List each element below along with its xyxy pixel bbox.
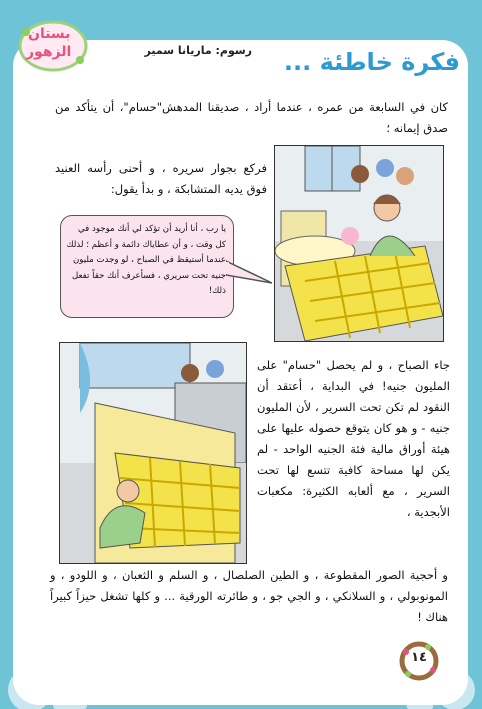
paragraph-toys: و أحجية الصور المقطوعة ، و الطين الصلصال ، و السلم و الثعبان ، و اللودو ، و المونوبولي ، و السلانكي ، و الجي جو ، و طائرته الورقية ... و كلها تشغل حيزاً كبيراً هناك ! bbox=[50, 568, 448, 624]
illustration-boy-praying bbox=[274, 145, 444, 342]
paragraph-morning: جاء الصباح ، و لم يحصل "حسام" على المليون جنيه! في البداية ، أعتقد أن النقود لم تكن تحت السرير ، لأن المليون جنيه - و هو كان يتوقع حصوله عليها على هيئة أوراق مالية فئة الجنيه الواحد - لم يكن لها مساحة كافية تتسع لها تحت السرير ، مع ألعابه الكثيرة: مكعبات الأبجدية ، bbox=[257, 358, 450, 519]
page-number: ١٤ bbox=[411, 650, 427, 665]
paragraph-intro: كان في السابعة من عمره ، عندما أراد ، صديقنا المدهش"حسام"، أن يتأكد من صدق إيمانه ؛ bbox=[55, 100, 448, 135]
logo-text-bottom: الزهور bbox=[26, 44, 72, 60]
speech-bubble-text: يا رب ، أنا أريد أن تؤكد لي أنك موجود في كل وقت ، و أن عطاياك دائمة و أعظم ؛ لذلك عندما أستيقظ في الصباح ، لو وجدت مليون جنيه تحت سريري ، فسأعرف أنك حقاً تفعل ذلك! bbox=[66, 224, 226, 296]
illustration-bed-toys bbox=[59, 342, 247, 564]
illustration-credit: رسوم: ماريانا سمير bbox=[144, 44, 252, 57]
speech-bubble-tail bbox=[226, 253, 274, 287]
story-title: فكرة خاطئة ... bbox=[283, 48, 460, 76]
logo-text-top: بستان bbox=[28, 26, 71, 42]
paragraph-kneel: فركع بجوار سريره ، و أحنى رأسه العنيد فوق يديه المتشابكة ، و بدأ يقول: bbox=[55, 161, 267, 196]
